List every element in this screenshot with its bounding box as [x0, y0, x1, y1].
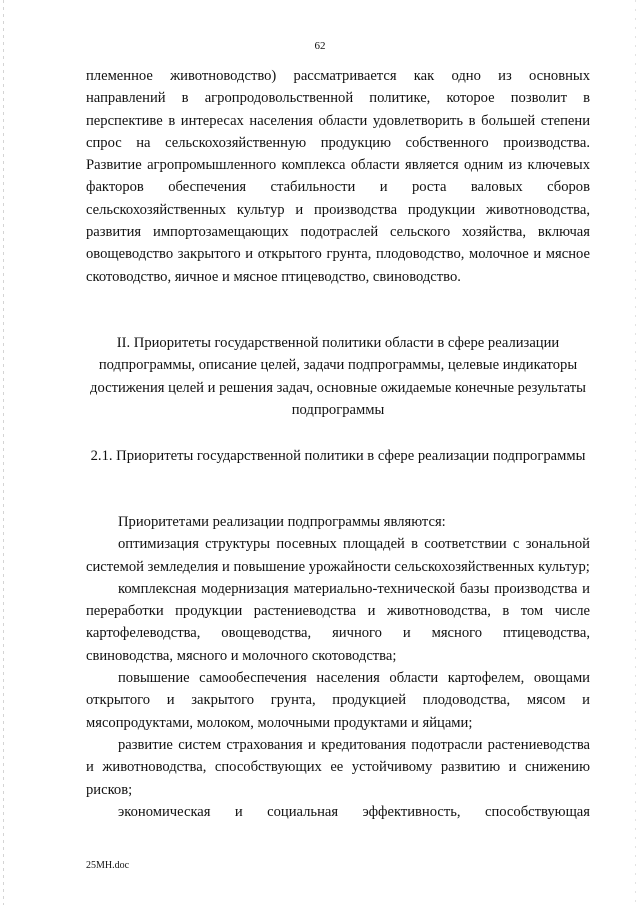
priority-item: развитие систем страхования и кредитования подотрасли растениеводства и животноводства, способствующих ее устойчивому развитию и снижению рисков; [86, 736, 590, 798]
priority-item: повышение самообеспечения населения области картофелем, овощами открытого и закрытого грунта, продукцией плодоводства, мясом и мясопродуктами, молоком, молочными продуктами и яйцами; [86, 670, 590, 731]
subsection-heading: 2.1. Приоритеты государственной политики в сфере реализации подпрограммы [90, 448, 586, 464]
priorities-list [86, 511, 590, 823]
section-heading: II. Приоритеты государственной политики области в сфере реализации подпрограммы, описание целей, задачи подпрограммы, целевые индикаторы достижения целей и решения задач, основные ожидаемые конечные результаты подпрограммы [90, 335, 586, 418]
scan-edge-left [3, 0, 4, 905]
priorities-intro: Приоритетами реализации подпрограммы являются: [118, 514, 446, 530]
footer-filename: 25МН.doc [86, 860, 130, 871]
intro-paragraph-block [86, 65, 590, 288]
priority-item: экономическая и социальная эффективность, способствующая [118, 803, 590, 820]
priority-item: оптимизация структуры посевных площадей в соответствии с зональной системой земледелия и повышение урожайности сельскохозяйственных культур; [86, 536, 590, 575]
priority-item: комплексная модернизация материально-технической базы производства и переработки продукции растениеводства и животноводства, в том числе картофелеводства, овощеводства, яичного и мясного птицеводства, свиноводства, мясного и молочного скотоводства; [86, 580, 590, 664]
section-heading-block [70, 332, 606, 421]
subsection-heading-block [70, 445, 606, 467]
scan-edge-right [635, 0, 636, 905]
intro-paragraph: племенное животноводство) рассматривается как одно из основных направлений в агропродовольственной политике, которое позволит в перспективе в интересах населения области удовлетворить в большей степени спрос на сельскохозяйственную продукцию собственного производства. Развитие агропромышленного комплекса области является одним из ключевых факторов обеспечения стабильности и роста валовых сборов сельскохозяйственных культур и производства продукции животноводства, развития импортозамещающих подотраслей сельского хозяйства, включая овощеводство закрытого и открытого грунта, плодоводство, молочное и мясное скотоводство, яичное и мясное птицеводство, свиноводство. [86, 68, 590, 285]
page-number: 62 [314, 40, 326, 52]
